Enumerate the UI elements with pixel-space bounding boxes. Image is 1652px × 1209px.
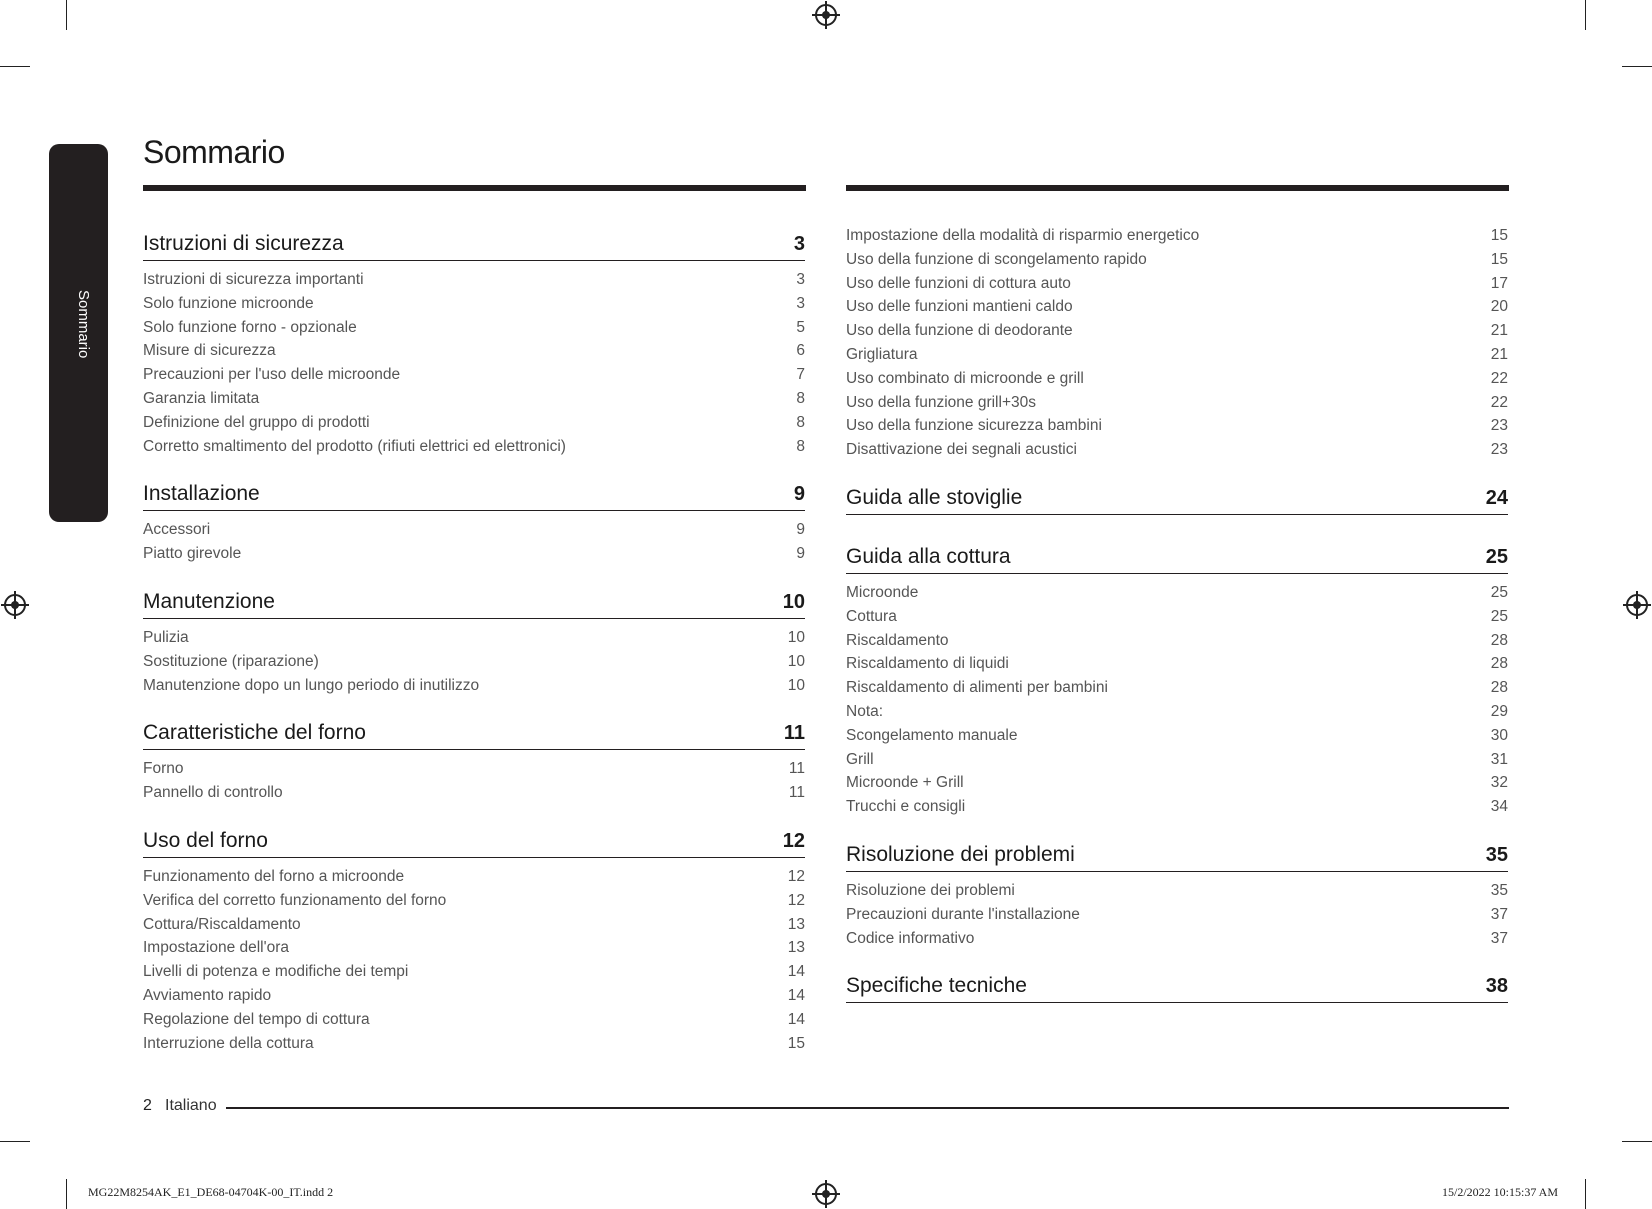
toc-item-list [846,879,1508,950]
toc-item [846,652,1508,676]
toc-item [143,960,805,984]
toc-item-list [846,581,1508,819]
toc-item-label: Avviamento rapido [143,986,272,1004]
registration-mark-icon [1626,594,1648,616]
toc-item-label: Interruzione della cottura [143,1034,314,1052]
footer-rule [226,1107,1509,1109]
toc-item-page: 8 [796,413,805,431]
toc-section [846,972,1508,1003]
toc-continued-list [846,224,1508,462]
toc-item-page: 14 [787,963,805,981]
toc-section [143,230,805,458]
registration-mark-icon [4,594,26,616]
toc-item-label: Uso della funzione di scongelamento rapido [846,250,1147,268]
toc-section-page: 10 [782,590,805,613]
toc-item-label: Precauzioni per l'uso delle microonde [143,366,401,384]
toc-item [143,1032,805,1056]
toc-item-page: 32 [1490,774,1508,792]
toc-item-page: 6 [796,342,805,360]
toc-item-label: Piatto girevole [143,545,242,563]
toc-item-page: 14 [787,986,805,1004]
toc-section-title: Risoluzione dei problemi [846,842,1075,866]
toc-section-title: Uso del forno [143,828,268,852]
toc-item-label: Riscaldamento di alimenti per bambini [846,679,1108,697]
toc-section-heading [143,719,805,750]
toc-item-label: Uso combinato di microonde e grill [846,369,1084,387]
toc-section-page: 24 [1485,486,1508,509]
toc-item [846,272,1508,296]
toc-item-label: Solo funzione forno - opzionale [143,318,357,336]
toc-item-label: Garanzia limitata [143,389,260,407]
toc-right-column [846,224,1508,1003]
toc-item [846,367,1508,391]
toc-item [846,224,1508,248]
toc-item-page: 9 [796,521,805,539]
toc-section-page: 35 [1485,843,1508,866]
toc-item-label: Riscaldamento di liquidi [846,655,1009,673]
toc-item-page: 15 [787,1034,805,1052]
toc-item-page: 22 [1490,393,1508,411]
toc-item [143,913,805,937]
toc-item-label: Grigliatura [846,345,918,363]
toc-item [143,292,805,316]
toc-item-page: 37 [1490,905,1508,923]
toc-item [143,984,805,1008]
title-rule-right [846,185,1509,191]
toc-item-page: 10 [787,676,805,694]
toc-item-label: Livelli di potenza e modifiche dei tempi [143,963,409,981]
toc-section [143,588,805,697]
toc-item-label: Uso delle funzioni mantieni caldo [846,298,1073,316]
toc-section-title: Manutenzione [143,589,275,613]
toc-item-label: Corretto smaltimento del prodotto (rifiuti elettrici ed elettronici) [143,437,566,455]
toc-item-label: Nota: [846,702,884,720]
toc-item-page: 35 [1490,881,1508,899]
toc-item-page: 30 [1490,726,1508,744]
toc-item-page: 29 [1490,702,1508,720]
toc-section-page: 38 [1485,975,1508,998]
toc-section [846,841,1508,950]
toc-item-page: 8 [796,389,805,407]
toc-item-page: 28 [1490,631,1508,649]
toc-item-page: 28 [1490,655,1508,673]
toc-item-page: 10 [787,628,805,646]
toc-item [846,903,1508,927]
toc-item-page: 21 [1490,322,1508,340]
toc-item [846,414,1508,438]
crop-mark [66,0,67,30]
toc-item-label: Accessori [143,521,211,539]
toc-item-page: 21 [1490,345,1508,363]
toc-item-label: Cottura [846,607,897,625]
toc-item-label: Sostituzione (riparazione) [143,652,319,670]
toc-item-label: Impostazione della modalità di risparmio energetico [846,227,1200,244]
toc-item-label: Uso delle funzioni di cottura auto [846,274,1071,292]
toc-item-label: Pulizia [143,628,189,646]
toc-item [846,771,1508,795]
toc-item-page: 10 [787,652,805,670]
toc-item [143,889,805,913]
toc-item [143,339,805,363]
toc-item [846,724,1508,748]
toc-item [143,435,805,459]
crop-mark [1622,66,1652,67]
toc-item-label: Cottura/Riscaldamento [143,915,301,933]
toc-item-page: 28 [1490,679,1508,697]
toc-item [846,629,1508,653]
toc-item-page: 34 [1490,798,1508,816]
toc-item-label: Microonde + Grill [846,774,964,792]
toc-section [143,480,805,566]
toc-item-label: Solo funzione microonde [143,294,314,312]
toc-section-title: Caratteristiche del forno [143,721,366,745]
toc-item [846,343,1508,367]
toc-item [143,757,805,781]
toc-item-label: Scongelamento manuale [846,726,1018,744]
toc-item-list [143,268,805,458]
toc-item-label: Riscaldamento [846,631,949,649]
registration-mark-icon [815,4,837,26]
slug-filename: MG22M8254AK_E1_DE68-04704K-00_IT.indd 2 [88,1185,334,1199]
toc-section-heading [846,841,1508,872]
toc-item-list [143,626,805,697]
toc-section-title: Istruzioni di sicurezza [143,232,344,255]
toc-left-column [143,230,805,1055]
toc-section-heading [846,972,1508,1003]
toc-item-label: Uso della funzione grill+30s [846,393,1036,411]
side-tab-label: Sommario [75,290,92,359]
toc-section [143,827,805,1055]
toc-item-page: 25 [1490,583,1508,601]
toc-item [846,748,1508,772]
toc-item-list [143,518,805,566]
toc-item-label: Risoluzione dei problemi [846,881,1015,899]
crop-mark [1585,0,1586,30]
toc-item [143,1008,805,1032]
toc-item-page: 11 [788,784,805,802]
toc-item-page: 14 [787,1010,805,1028]
toc-section-page: 9 [793,483,805,506]
toc-item-label: Microonde [846,583,919,601]
toc-section-title: Guida alla cottura [846,544,1011,568]
toc-item [846,248,1508,272]
toc-item [143,387,805,411]
toc-section-title: Installazione [143,482,260,506]
toc-item [143,316,805,340]
toc-item-label: Istruzioni di sicurezza importanti [143,271,364,288]
toc-item [846,700,1508,724]
toc-section-title: Guida alle stoviglie [846,485,1023,509]
toc-item-page: 31 [1490,750,1508,768]
toc-item [846,927,1508,951]
toc-item-label: Funzionamento del forno a microonde [143,867,405,885]
toc-section-heading [846,484,1508,515]
toc-item-label: Precauzioni durante l'installazione [846,905,1080,923]
toc-item-page: 15 [1490,227,1508,244]
toc-item-page: 15 [1490,250,1508,268]
toc-item [143,268,805,292]
toc-item [143,542,805,566]
toc-item-label: Codice informativo [846,929,975,947]
toc-section-title: Specifiche tecniche [846,974,1027,998]
toc-item [846,605,1508,629]
toc-section-heading [846,543,1508,574]
toc-item [846,581,1508,605]
page-title: Sommario [143,134,285,170]
toc-item-label: Impostazione dell'ora [143,939,289,957]
toc-item [846,676,1508,700]
toc-item-list [143,865,805,1055]
toc-item-page: 12 [787,867,805,885]
page-number: 2 [143,1097,152,1114]
toc-item-page: 12 [787,891,805,909]
toc-item-page: 17 [1490,274,1508,292]
toc-item-page: 37 [1490,929,1508,947]
toc-item [143,650,805,674]
toc-item-label: Pannello di controllo [143,784,283,802]
toc-item [846,295,1508,319]
toc-item [143,936,805,960]
crop-mark [1585,1179,1586,1209]
toc-item-page: 23 [1490,441,1508,459]
registration-mark-icon [815,1183,837,1205]
toc-item [143,626,805,650]
toc-item-label: Definizione del gruppo di prodotti [143,413,370,431]
toc-section-heading [143,588,805,619]
toc-item-label: Disattivazione dei segnali acustici [846,441,1077,459]
toc-section-heading [143,827,805,858]
toc-item-page: 7 [796,366,805,384]
crop-mark [66,1179,67,1209]
toc-item-label: Verifica del corretto funzionamento del forno [143,891,447,909]
toc-item-label: Uso della funzione di deodorante [846,322,1073,340]
slug-datetime: 15/2/2022 10:15:37 AM [1442,1185,1559,1199]
toc-item-label: Manutenzione dopo un lungo periodo di inutilizzo [143,676,480,694]
crop-mark [0,66,30,67]
toc-section-heading [143,480,805,511]
page-language: Italiano [165,1097,217,1114]
toc-item [846,879,1508,903]
toc-section-page: 11 [783,722,805,745]
toc-item-page: 5 [796,318,805,336]
toc-item-page: 8 [796,437,805,455]
toc-item [143,865,805,889]
toc-item-page: 20 [1490,298,1508,316]
toc-item [846,438,1508,462]
toc-item-label: Forno [143,760,184,778]
toc-item [846,795,1508,819]
crop-mark [1622,1141,1652,1142]
toc-item-page: 3 [796,271,805,288]
toc-item-label: Uso della funzione sicurezza bambini [846,417,1102,435]
toc-item [143,781,805,805]
toc-item-label: Grill [846,750,874,768]
toc-item-page: 3 [796,294,805,312]
toc-item-page: 9 [796,545,805,563]
toc-section-page: 25 [1485,545,1508,568]
toc-section [846,543,1508,819]
toc-section-page: 3 [793,233,805,255]
toc-section [846,484,1508,515]
crop-mark [0,1141,30,1142]
toc-item [846,319,1508,343]
toc-item-page: 11 [788,760,805,778]
title-rule-left [143,185,806,191]
toc-item-label: Regolazione del tempo di cottura [143,1010,370,1028]
toc-item-page: 13 [787,915,805,933]
toc-item-label: Misure di sicurezza [143,342,276,360]
toc-item [143,518,805,542]
toc-item [846,391,1508,415]
toc-item [143,363,805,387]
toc-item [143,674,805,698]
toc-item-page: 23 [1490,417,1508,435]
toc-item-list [143,757,805,805]
toc-item-label: Trucchi e consigli [846,798,966,816]
toc-section-heading [143,230,805,261]
toc-section-page: 12 [782,829,805,852]
toc-item [143,411,805,435]
toc-item-page: 22 [1490,369,1508,387]
toc-section [143,719,805,805]
toc-item-page: 13 [787,939,805,957]
toc-item-page: 25 [1490,607,1508,625]
